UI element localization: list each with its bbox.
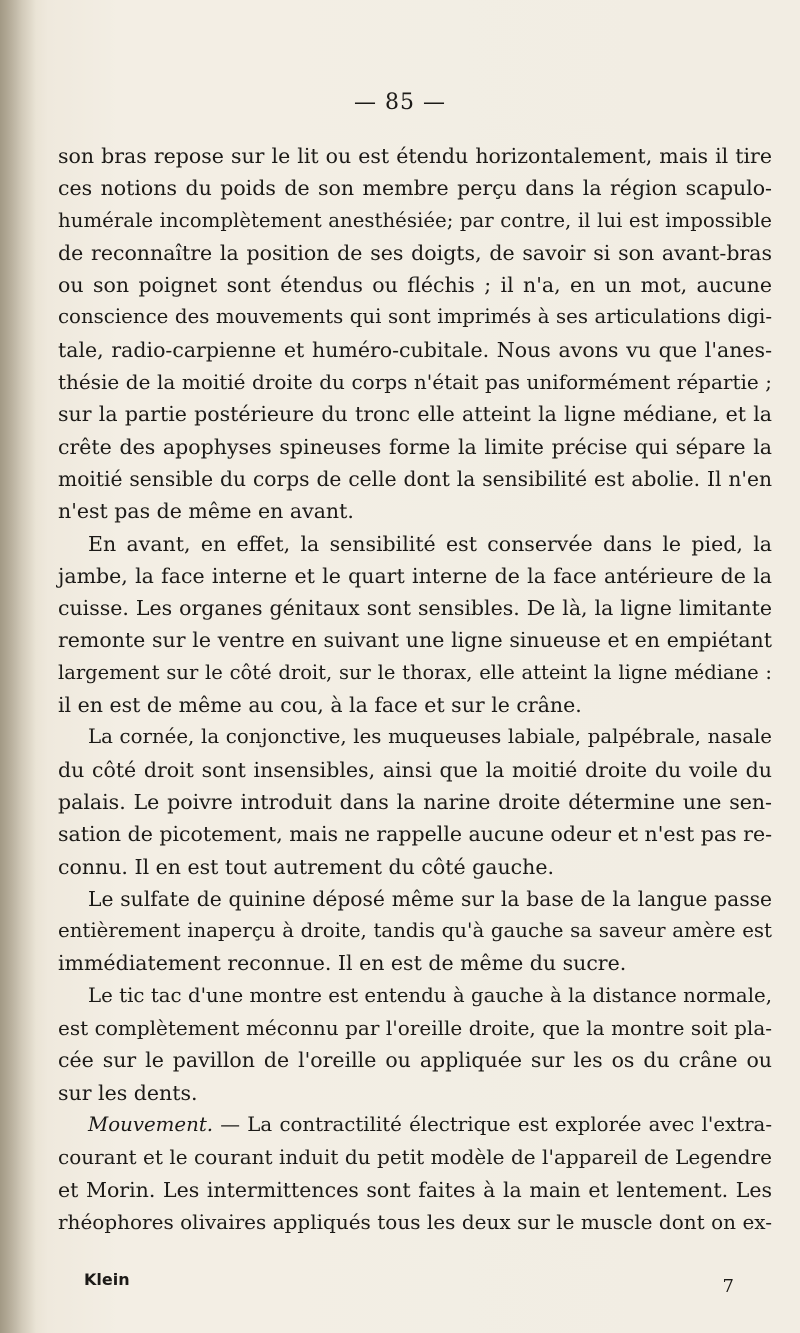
text-line: crête des apophyses spineuses forme la limite précise qui sépare la	[58, 434, 772, 459]
text-line: jambe, la face interne et le quart interne de la face antérieure de la	[58, 563, 772, 588]
text-line: immédiatement reconnue. Il en est de même du sucre.	[58, 951, 627, 976]
printer-signature: Klein	[84, 1270, 130, 1289]
text-line: est complètement méconnu par l'oreille droite, que la montre soit pla-	[58, 1016, 772, 1041]
text-line: n'est pas de même en avant.	[58, 499, 354, 524]
text-line	[58, 1109, 772, 1141]
text-line: sation de picotement, mais ne rappelle aucune odeur et n'est pas re-	[58, 822, 772, 847]
page-number: — 85 —	[354, 90, 446, 115]
text-line: thésie de la moitié droite du corps n'était pas uniformément répartie ;	[58, 370, 772, 395]
section-lead-mouvement: Mouvement.	[88, 1112, 214, 1136]
text-line: cée sur le pavillon de l'oreille ou appliquée sur les os du crâne ou	[58, 1048, 772, 1073]
text-line: de reconnaître la position de ses doigts, de savoir si son avant-bras	[58, 240, 772, 265]
text-line: ou son poignet sont étendus ou fléchis ; il n'a, en un mot, aucune	[58, 273, 772, 298]
binding-shadow	[0, 0, 36, 1333]
text-line: Le sulfate de quinine déposé même sur la base de la langue passe	[88, 886, 772, 911]
text-line: courant et le courant induit du petit modèle de l'appareil de Legendre	[58, 1145, 772, 1170]
text-line-rest: — La contractilité électrique est explorée avec l'extra-	[213, 1112, 772, 1136]
text-line: En avant, en effet, la sensibilité est conservée dans le pied, la	[88, 531, 772, 556]
text-line: ces notions du poids de son membre perçu dans la région scapulo-	[58, 176, 772, 201]
page-footer	[84, 1270, 734, 1310]
text-line: il en est de même au cou, à la face et sur le crâne.	[58, 693, 582, 718]
text-line: sur les dents.	[58, 1080, 198, 1105]
text-line: moitié sensible du corps de celle dont la sensibilité est abolie. Il n'en	[58, 466, 772, 491]
text-line: Le tic tac d'une montre est entendu à gauche à la distance normale,	[88, 983, 772, 1007]
text-line: conscience des mouvements qui sont imprimés à ses articulations digi-	[58, 305, 772, 329]
text-line: rhéophores olivaires appliqués tous les deux sur le muscle dont on ex-	[58, 1209, 772, 1234]
text-line: entièrement inaperçu à droite, tandis qu'à gauche sa saveur amère est	[58, 919, 772, 943]
body-text	[58, 140, 772, 1238]
text-line: remonte sur le ventre en suivant une ligne sinueuse et en empiétant	[58, 628, 772, 653]
text-line: humérale incomplètement anesthésiée; par contre, il lui est impossible	[58, 208, 772, 232]
sheet-number: 7	[722, 1276, 734, 1297]
text-line: palais. Le poivre introduit dans la narine droite détermine une sen-	[58, 789, 772, 814]
text-line: connu. Il en est tout autrement du côté gauche.	[58, 854, 554, 879]
text-line: son bras repose sur le lit ou est étendu horizontalement, mais il tire	[58, 144, 772, 168]
text-line: tale, radio-carpienne et huméro-cubitale. Nous avons vu que l'anes-	[58, 337, 772, 362]
text-line: sur la partie postérieure du tronc elle atteint la ligne médiane, et la	[58, 402, 772, 427]
text-line: largement sur le côté droit, sur le thorax, elle atteint la ligne médiane :	[58, 660, 772, 684]
text-line: La cornée, la conjonctive, les muqueuses labiale, palpébrale, nasale	[88, 725, 772, 749]
text-line: du côté droit sont insensibles, ainsi que la moitié droite du voile du	[58, 757, 772, 782]
text-line: et Morin. Les intermittences sont faites à la main et lentement. Les	[58, 1177, 772, 1202]
text-line: cuisse. Les organes génitaux sont sensibles. De là, la ligne limitante	[58, 596, 772, 621]
